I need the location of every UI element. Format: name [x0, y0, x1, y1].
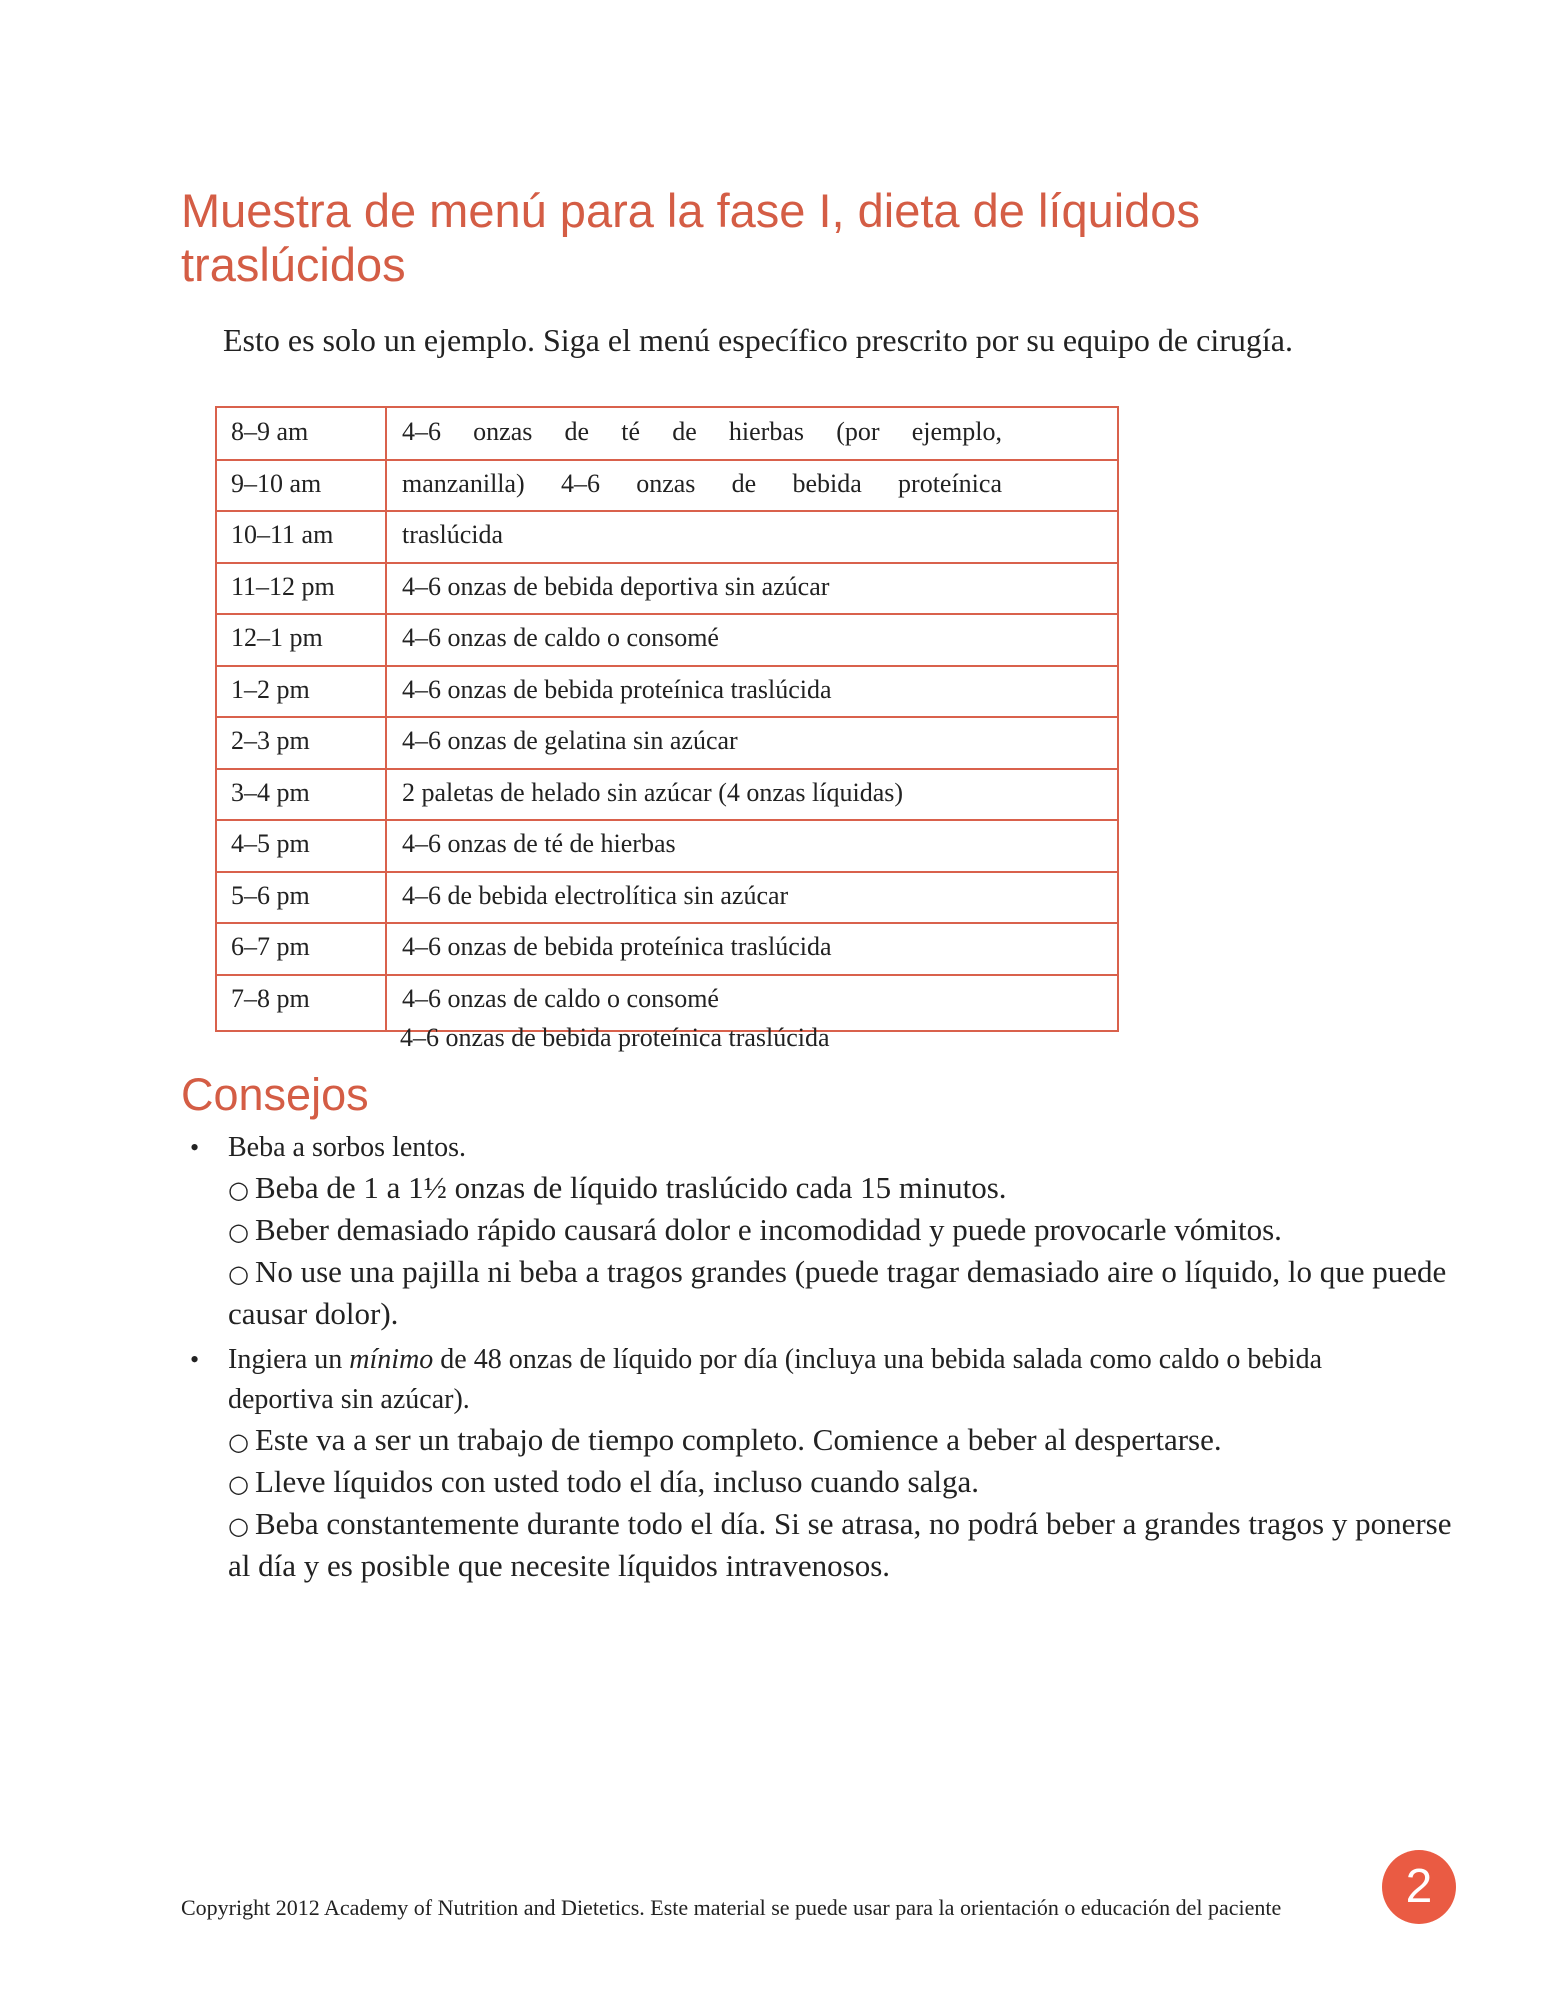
circle-bullet-icon: ○ — [228, 1218, 249, 1246]
bullet-icon: • — [190, 1133, 200, 1162]
tip-text: Ingiera un mínimo de 48 onzas de líquido por día (incluya una bebida salada como caldo o bebida deportiva sin azúcar). — [228, 1344, 1323, 1415]
table-row-divider — [217, 459, 1117, 461]
table-row-divider — [217, 974, 1117, 976]
sub-tip: ○ Lleve líquidos con usted todo el día, incluso cuando salga. — [228, 1464, 979, 1499]
menu-item-cell: manzanilla) 4–6 onzas de bebida proteínica — [402, 468, 1002, 498]
menu-item-cell: 4–6 onzas de caldo o consomé — [402, 623, 719, 652]
tip-bullet — [190, 1128, 1480, 1334]
tips-title: Consejos — [181, 1069, 369, 1120]
time-cell: 1–2 pm — [231, 674, 310, 704]
time-cell: 9–10 am — [231, 468, 322, 498]
menu-item-cell: 4–6 onzas de té de hierbas — [402, 829, 676, 858]
menu-item-cell: 2 paletas de helado sin azúcar (4 onzas líquidas) — [402, 777, 904, 807]
menu-item-overflow: 4–6 onzas de bebida proteínica traslúcida — [400, 1023, 830, 1052]
table-row-divider — [217, 922, 1117, 924]
tips-list — [190, 1128, 1480, 1586]
time-cell: 10–11 am — [231, 520, 334, 549]
time-cell: 12–1 pm — [231, 623, 323, 652]
table-row-divider — [217, 562, 1117, 564]
menu-table — [215, 406, 1119, 1032]
table-row-divider — [217, 871, 1117, 873]
time-cell: 7–8 pm — [231, 983, 310, 1013]
time-cell: 8–9 am — [231, 417, 309, 446]
menu-item-cell: 4–6 de bebida electrolítica sin azúcar — [402, 880, 789, 910]
table-row-divider — [217, 613, 1117, 615]
table-row-divider — [217, 716, 1117, 718]
circle-bullet-icon: ○ — [228, 1428, 249, 1456]
menu-item-cell: 4–6 onzas de caldo o consomé — [402, 983, 719, 1013]
menu-item-cell: traslúcida — [402, 520, 504, 549]
time-cell: 3–4 pm — [231, 777, 310, 807]
page-number-badge: 2 — [1382, 1850, 1456, 1924]
sub-tip: ○ No use una pajilla ni beba a tragos grandes (puede tragar demasiado aire o líquido, lo que puede causar dolor). — [228, 1254, 1447, 1331]
menu-item-cell: 4–6 onzas de bebida proteínica traslúcida — [402, 932, 832, 961]
circle-bullet-icon: ○ — [228, 1176, 249, 1204]
time-cell: 2–3 pm — [231, 726, 310, 755]
sub-tip: ○ Beber demasiado rápido causará dolor e incomodidad y puede provocarle vómitos. — [228, 1212, 1282, 1247]
menu-item-cell: 4–6 onzas de bebida deportiva sin azúcar — [402, 571, 830, 601]
copyright-footer: Copyright 2012 Academy of Nutrition and Dietetics. Este material se puede usar para la orientación o educación del paciente — [181, 1895, 1282, 1920]
menu-item-cell: 4–6 onzas de gelatina sin azúcar — [402, 726, 738, 755]
intro-text: Esto es solo un ejemplo. Siga el menú específico prescrito por su equipo de cirugía. — [223, 322, 1293, 358]
circle-bullet-icon: ○ — [228, 1260, 249, 1288]
menu-item-cell: 4–6 onzas de bebida proteínica traslúcida — [402, 674, 832, 704]
time-cell: 6–7 pm — [231, 932, 310, 961]
sub-tip: ○ Beba de 1 a 1½ onzas de líquido traslúcido cada 15 minutos. — [228, 1170, 1007, 1205]
menu-item-cell: 4–6 onzas de té de hierbas (por ejemplo, — [402, 417, 1002, 446]
time-cell: 5–6 pm — [231, 880, 310, 910]
bullet-icon: • — [190, 1345, 200, 1374]
tip-bullet — [190, 1340, 1480, 1586]
time-cell: 4–5 pm — [231, 829, 310, 858]
table-row-divider — [217, 510, 1117, 512]
sub-tip: ○ Beba constantemente durante todo el día. Si se atrasa, no podrá beber a grandes tragos y ponerse al día y es posible que necesite líquidos intravenosos. — [228, 1506, 1452, 1583]
table-row-divider — [217, 768, 1117, 770]
table-row-divider — [217, 819, 1117, 821]
page-title: Muestra de menú para la fase I, dieta de líquidos traslúcidos — [181, 184, 1200, 291]
circle-bullet-icon: ○ — [228, 1512, 249, 1540]
circle-bullet-icon: ○ — [228, 1470, 249, 1498]
table-row-divider — [217, 665, 1117, 667]
time-cell: 11–12 pm — [231, 571, 335, 601]
sub-tip: ○ Este va a ser un trabajo de tiempo completo. Comience a beber al despertarse. — [228, 1422, 1222, 1457]
tip-text: Beba a sorbos lentos. — [228, 1132, 466, 1163]
